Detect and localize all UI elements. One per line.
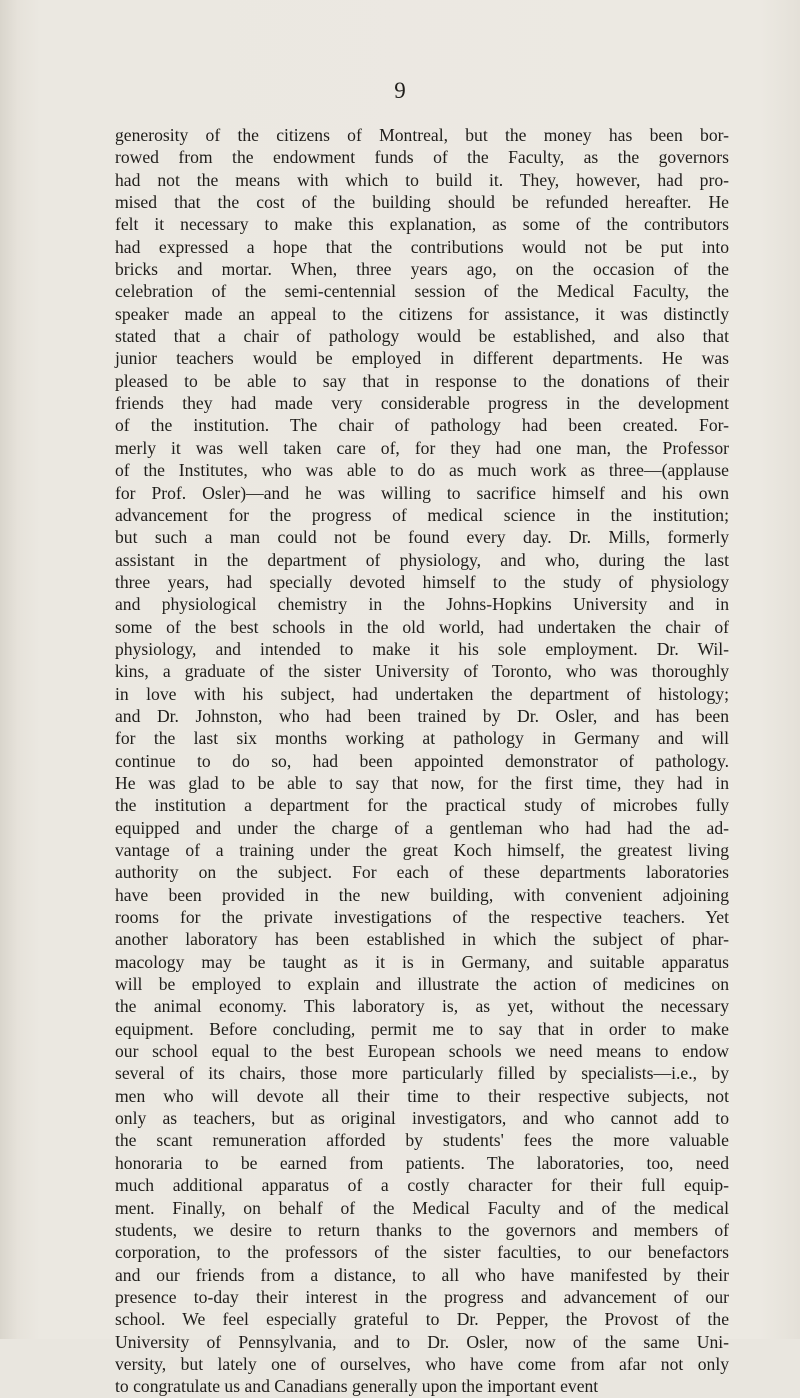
text-line: to congratulate us and Canadians generally upon the important event bbox=[115, 1376, 599, 1397]
text-line: had not the means with which to build it. They, however, had pro- bbox=[115, 169, 729, 190]
text-line: University of Pennsylvania, and to Dr. Osler, now of the same Uni- bbox=[115, 1331, 729, 1352]
text-line: stated that a chair of pathology would be established, and also that bbox=[115, 326, 729, 347]
text-line: had expressed a hope that the contributions would not be put into bbox=[115, 236, 729, 257]
text-line: rooms for the private investigations of the respective teachers. Yet bbox=[115, 907, 729, 928]
text-line: and Dr. Johnston, who had been trained by Dr. Osler, and has been bbox=[115, 705, 729, 726]
text-line: continue to do so, had been appointed demonstrator of pathology. bbox=[115, 750, 729, 771]
text-line: celebration of the semi-centennial session of the Medical Faculty, the bbox=[115, 281, 729, 302]
text-line: vantage of a training under the great Koch himself, the greatest living bbox=[115, 840, 729, 860]
text-line: physiology, and intended to make it his sole employment. Dr. Wil- bbox=[115, 638, 729, 659]
text-line: equipped and under the charge of a gentleman who had had the ad- bbox=[115, 817, 729, 838]
text-line: another laboratory has been established in which the subject of phar- bbox=[115, 929, 729, 950]
text-line: honoraria to be earned from patients. The laboratories, too, need bbox=[115, 1152, 729, 1173]
text-line: advancement for the progress of medical science in the institution; bbox=[115, 504, 729, 525]
text-line: and our friends from a distance, to all who have manifested by their bbox=[115, 1264, 729, 1285]
text-line: bricks and mortar. When, three years ago, on the occasion of the bbox=[115, 259, 729, 280]
text-line: pleased to be able to say that in response to the donations of their bbox=[115, 370, 729, 391]
text-line: friends they had made very considerable progress in the development bbox=[115, 393, 729, 414]
text-line: students, we desire to return thanks to the governors and members of bbox=[115, 1219, 729, 1240]
text-line: school. We feel especially grateful to Dr. Pepper, the Provost of the bbox=[115, 1309, 729, 1330]
text-line: of the institution. The chair of pathology had been created. For- bbox=[115, 415, 729, 436]
text-line: the institution a department for the practical study of microbes fully bbox=[115, 795, 729, 816]
text-line: kins, a graduate of the sister University of Toronto, who was thoroughly bbox=[115, 661, 729, 682]
text-line: mised that the cost of the building should be refunded hereafter. He bbox=[115, 192, 729, 213]
text-line: corporation, to the professors of the sister faculties, to our benefactors bbox=[115, 1242, 729, 1263]
body-text bbox=[115, 124, 729, 1398]
page-number: 9 bbox=[394, 78, 406, 103]
text-line: only as teachers, but as original investigators, and who cannot add to bbox=[115, 1108, 729, 1129]
text-line: the scant remuneration afforded by students' fees the more valuable bbox=[115, 1130, 729, 1151]
text-line: men who will devote all their time to their respective subjects, not bbox=[115, 1085, 729, 1106]
text-line: for the last six months working at pathology in Germany and will bbox=[115, 728, 729, 749]
text-line: will be employed to explain and illustrate the action of medicines on bbox=[115, 974, 729, 995]
text-line: ment. Finally, on behalf of the Medical Faculty and of the medical bbox=[115, 1197, 729, 1218]
text-line: junior teachers would be employed in different departments. He was bbox=[115, 348, 729, 369]
text-line: versity, but lately one of ourselves, who have come from afar not only bbox=[115, 1353, 729, 1374]
text-line: have been provided in the new building, with convenient adjoining bbox=[115, 884, 729, 905]
text-line: several of its chairs, those more particularly filled by specialists—i.e., by bbox=[115, 1063, 729, 1084]
text-line: equipment. Before concluding, permit me to say that in order to make bbox=[115, 1018, 729, 1039]
text-line: but such a man could not be found every day. Dr. Mills, formerly bbox=[115, 527, 729, 548]
text-line: speaker made an appeal to the citizens for assistance, it was distinctly bbox=[115, 303, 729, 324]
text-line: in love with his subject, had undertaken the department of histology; bbox=[115, 683, 729, 704]
text-line: felt it necessary to make this explanation, as some of the contributors bbox=[115, 214, 729, 235]
text-line: merly it was well taken care of, for they had one man, the Professor bbox=[115, 437, 729, 458]
text-line: and physiological chemistry in the Johns-Hopkins University and in bbox=[115, 594, 729, 615]
text-line: assistant in the department of physiology, and who, during the last bbox=[115, 549, 729, 570]
text-line: generosity of the citizens of Montreal, but the money has been bor- bbox=[115, 125, 729, 145]
text-line: macology may be taught as it is in Germany, and suitable apparatus bbox=[115, 951, 729, 972]
text-line: three years, had specially devoted himself to the study of physiology bbox=[115, 571, 729, 592]
text-line: some of the best schools in the old world, had undertaken the chair of bbox=[115, 616, 729, 637]
text-line: presence to-day their interest in the progress and advancement of our bbox=[115, 1286, 729, 1307]
text-line: the animal economy. This laboratory is, as yet, without the necessary bbox=[115, 996, 729, 1017]
text-line: authority on the subject. For each of these departments laboratories bbox=[115, 862, 729, 883]
text-line: for Prof. Osler)—and he was willing to sacrifice himself and his own bbox=[115, 482, 729, 503]
text-line: of the Institutes, who was able to do as much work as three—(applause bbox=[115, 460, 729, 481]
text-line: much additional apparatus of a costly character for their full equip- bbox=[115, 1175, 729, 1196]
text-line: He was glad to be able to say that now, for the first time, they had in bbox=[115, 772, 729, 793]
text-line: rowed from the endowment funds of the Faculty, as the governors bbox=[115, 147, 729, 168]
text-line: our school equal to the best European schools we need means to endow bbox=[115, 1041, 729, 1062]
